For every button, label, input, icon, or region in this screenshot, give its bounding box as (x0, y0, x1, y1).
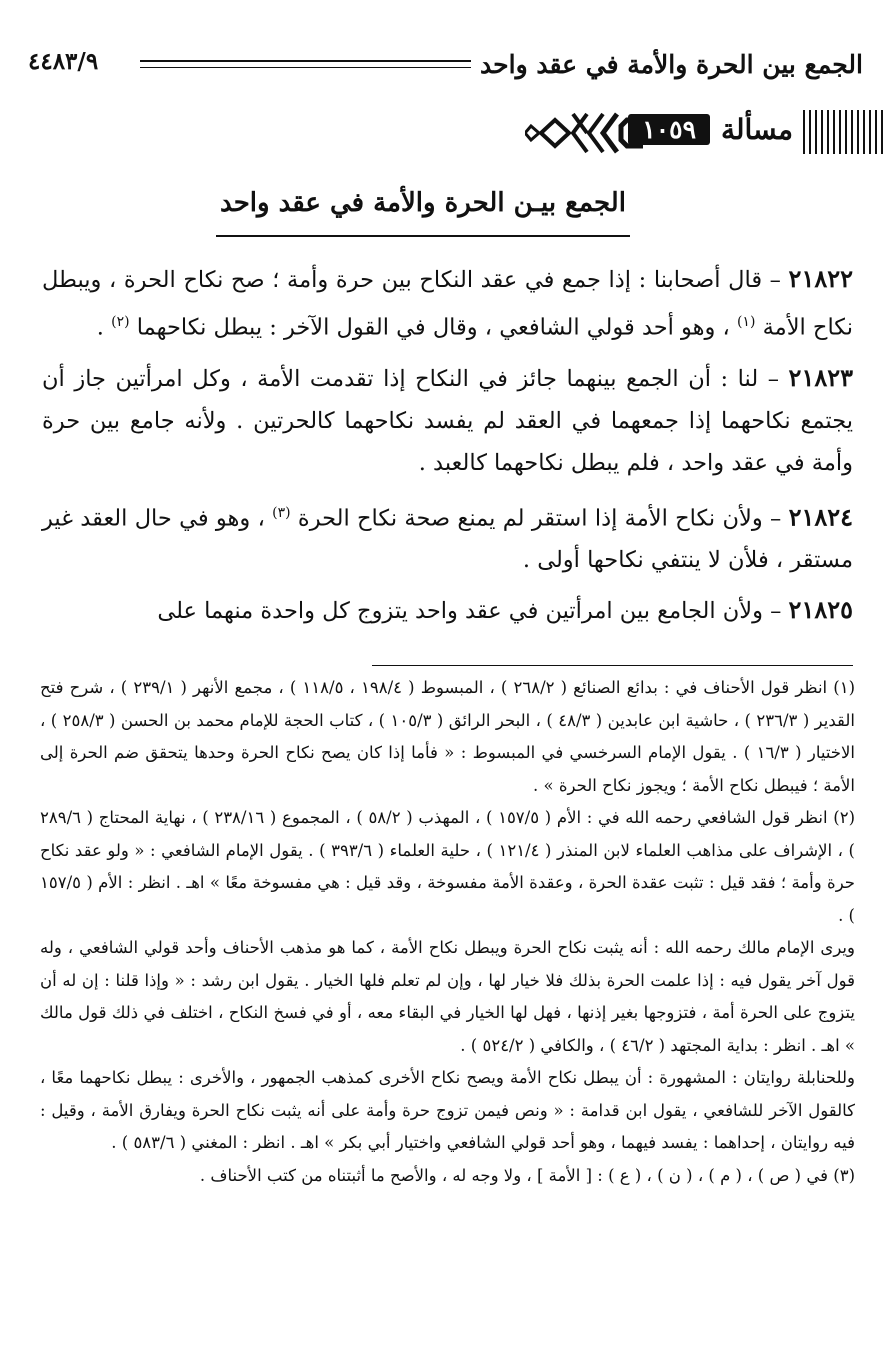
paragraph-text: – قال أصحابنا : إذا جمع في عقد النكاح بين حرة وأمة ؛ صح نكاح الحرة ، ويبطل نكاح الأمة (42, 267, 853, 341)
footnote-3: (٣) في ( ص ) ، ( م ) ، ( ن ) ، ( ع ) : [ الأمة ] ، ولا وجه له ، والأصح ما أثبتناه من كتب الأحناف . (199, 1165, 855, 1185)
chapter-title: الجمع بيـن الحرة والأمة في عقد واحد (220, 188, 626, 218)
paragraph-number: ٢١٨٢٥ (788, 595, 853, 624)
footnotes (40, 672, 855, 1192)
paragraph-text: ، وهو في حال العقد غير مستقر ، فلأن لا ينتفي نكاحها أولى . (42, 505, 853, 573)
paragraph-text: ، وهو أحد قولي الشافعي ، وقال في القول الآخر : يبطل نكاحهما (129, 314, 737, 341)
page-reference: ٤٤٨٣/٩ (28, 48, 99, 75)
paragraph-text: – لنا : أن الجمع بينهما جائز في النكاح إذا تقدمت الأمة ، وكل امرأتين جاز أن يجتمع نكاحهما إذا جمعهما في العقد لم يفسد نكاحهما كالحرتين . ولأنه جامع بين حرة وأمة في عقد واحد ، فلم يبطل نكاحهما كالعبد . (42, 365, 853, 476)
paragraph-21823 (42, 357, 853, 484)
footnote-ref[interactable]: (١) (736, 314, 756, 330)
footnote-2-hanbali: وللحنابلة روايتان : المشهورة : أن يبطل نكاح الأمة ويصح نكاح الأخرى كمذهب الجمهور ، والأخرى : يبطل نكاحهما معًا ، كالقول الآخر للشافعي ، يقول ابن قدامة : « ونص فيمن تزوج حرة وأمة على أنه يثبت نكاح الحرة ويفارق الأمة ، وقيل : فيه روايتان ، إحداهما : يفسد فيهما ، وهو أحد قولي الشافعي واختيار أبي بكر » اهـ . انظر : المغني ( ٥٨٣/٦ ) . (40, 1068, 855, 1152)
paragraph-number: ٢١٨٢٢ (788, 264, 853, 293)
header-rule (140, 60, 471, 68)
footnote-2-maliki: ويرى الإمام مالك رحمه الله : أنه يثبت نكاح الحرة ويبطل نكاح الأمة ، كما هو مذهب الأحناف وأحد قولي الشافعي ، وله قول آخر يقول فيه : إذا علمت الحرة بذلك فلا خيار لها ، وإن لم تعلم فلها الخيار . يقول ابن رشد : « وإذا قلنا : إن له أن يتزوج على الحرة أمة ، فتزوجها بغير إذنها ، فهل لها الخيار في البقاء معه ، أو في فسخ النكاح ، اختلف في ذلك قول مالك » اهـ . انظر : بداية المجتهد ( ٤٦/٢ ) ، والكافي ( ٥٢٤/٢ ) . (40, 938, 855, 1055)
running-header (28, 42, 863, 86)
paragraph-number: ٢١٨٢٤ (788, 502, 854, 531)
paragraph-text: – ولأن نكاح الأمة إذا استقر لم يمنع صحة نكاح الحرة (290, 505, 789, 531)
paragraph-21825 (42, 589, 853, 632)
footnote-ref[interactable]: (٢) (111, 314, 130, 330)
paragraph-text: . (96, 314, 112, 341)
footnote-1: (١) انظر قول الأحناف في : بدائع الصنائع ( ٢٦٨/٢ ) ، المبسوط ( ١٩٨/٤ ، ١١٨/٥ ) ، مجمع الأنهر ( ٢٣٩/١ ) ، شرح فتح القدير ( ٢٣٦/٣ ) ، حاشية ابن عابدين ( ٤٨/٣ ) ، البحر الرائق ( ١٠٥/٣ ) ، كتاب الحجة للإمام محمد بن الحسن ( ٢٥٨/٣ ) ، الاختيار ( ١٦/٣ ) . يقول الإمام السرخسي في المبسوط : « فأما إذا كان يصح نكاح الحرة وحدها يتحقق ضم الحرة إلى الأمة ؛ فيبطل نكاح الأمة ؛ ويجوز نكاح الحرة » . (40, 678, 856, 795)
paragraph-21822 (42, 258, 853, 349)
hatch-ornament-icon (803, 110, 885, 154)
paragraph-21824 (42, 492, 853, 582)
masala-number-badge: ١٠٥٩ (628, 114, 710, 145)
masala-label: مسألة (720, 113, 793, 146)
paragraph-number: ٢١٨٢٣ (788, 362, 853, 392)
title-underline (216, 235, 630, 237)
paragraph-text: – ولأن الجامع بين امرأتين في عقد واحد يتزوج كل واحدة منهما على (157, 598, 789, 624)
footnote-divider (372, 665, 853, 666)
main-text (42, 258, 853, 640)
footnote-2: (٢) انظر قول الشافعي رحمه الله في : الأم ( ١٥٧/٥ ) ، المهذب ( ٥٨/٢ ) ، المجموع ( ٢٣٨/١٦ ) ، نهاية المحتاج ( ٢٨٩/٦ ) ، الإشراف على مذاهب العلماء لابن المنذر ( ١٢١/٤ ) ، حلية العلماء ( ٣٩٣/٦ ) . يقول الإمام الشافعي : « ولو عقد نكاح حرة وأمة ؛ فقد قيل : تثبت عقدة الحرة ، وعقدة الأمة مفسوخة ، وقد قيل : هي مفسوخة معًا » اهـ . انظر : الأم ( ١٥٧/٥ ) . (40, 808, 855, 925)
masala-heading-bar (0, 100, 885, 164)
running-title: الجمع بين الحرة والأمة في عقد واحد (480, 50, 863, 79)
knot-ornament-icon (525, 108, 645, 158)
footnote-ref[interactable]: (٣) (272, 504, 291, 521)
